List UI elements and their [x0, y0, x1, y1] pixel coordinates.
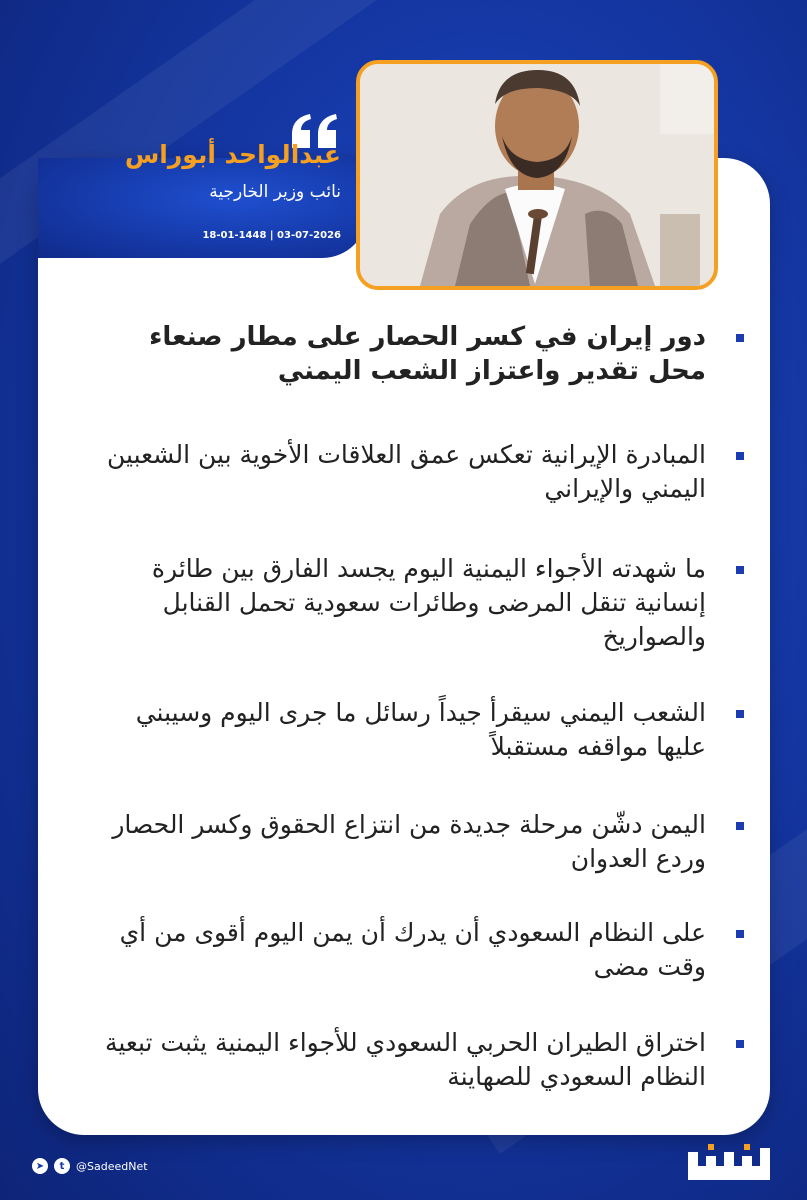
telegram-icon[interactable]: ➤ [32, 1158, 48, 1174]
statement-text: دور إيران في كسر الحصار على مطار صنعاء محل تقدير واعتزاز الشعب اليمني [149, 322, 706, 386]
statement-text: اليمن دشّن مرحلة جديدة من انتزاع الحقوق وكسر الحصار وردع العدوان [112, 810, 706, 873]
list-item [90, 696, 750, 808]
social-handle[interactable]: @SadeedNet [76, 1159, 148, 1173]
list-item [90, 1026, 750, 1116]
bullet-icon [736, 452, 744, 460]
list-item [90, 552, 750, 696]
statement-text: على النظام السعودي أن يدرك أن يمن اليوم أقوى من أي وقت مضى [119, 918, 706, 981]
twitter-icon[interactable]: t [54, 1158, 70, 1174]
list-item [90, 916, 750, 1026]
card-notch [38, 158, 368, 258]
speaker-name: عبدالواحد أبوراس [124, 140, 341, 169]
bullet-icon [736, 1040, 744, 1048]
list-item [90, 320, 750, 438]
statement-text: ما شهدته الأجواء اليمنية اليوم يجسد الفارق بين طائرة إنسانية تنقل المرضى وطائرات سعودية تحمل القنابل والصواريخ [151, 554, 706, 651]
bullet-icon [736, 930, 744, 938]
list-item [90, 438, 750, 552]
bullet-icon [736, 566, 744, 574]
statement-text: المبادرة الإيرانية تعكس عمق العلاقات الأخوية بين الشعبين اليمني والإيراني [107, 440, 706, 503]
list-item [90, 808, 750, 916]
bullet-icon [736, 334, 744, 342]
speaker-position: نائب وزير الخارجية [209, 182, 341, 202]
speaker-photo [356, 60, 718, 290]
statements-list [90, 320, 750, 1116]
social-handles [32, 1158, 148, 1174]
quote-icon [288, 80, 340, 140]
bullet-icon [736, 710, 744, 718]
sadeed-logo [686, 1142, 772, 1186]
date-label: 18-01-1448 | 03-07-2026 [202, 230, 341, 241]
statement-text: اختراق الطيران الحربي السعودي للأجواء اليمنية يثبت تبعية النظام السعودي للصهاينة [104, 1028, 706, 1091]
statement-text: الشعب اليمني سيقرأ جيداً رسائل ما جرى اليوم وسيبني عليها مواقفه مستقبلاً [135, 698, 706, 761]
bullet-icon [736, 822, 744, 830]
